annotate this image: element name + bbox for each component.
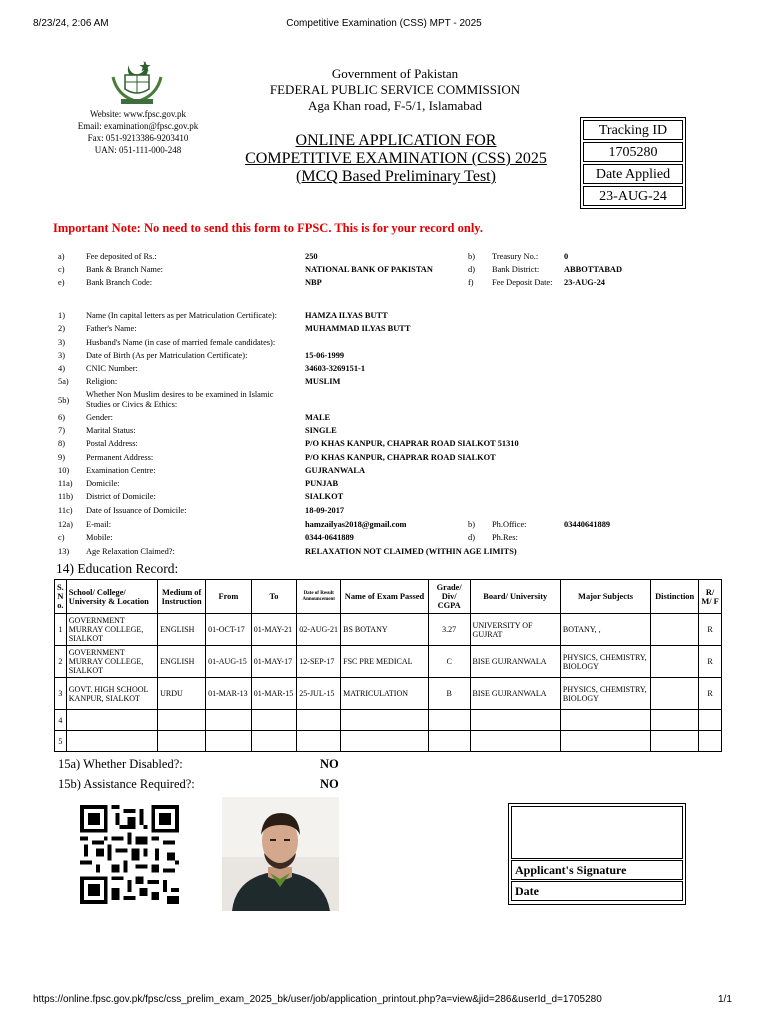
col-from: From xyxy=(206,580,252,614)
cell-exam: FSC PRE MEDICAL xyxy=(341,646,429,678)
cell-result-date xyxy=(297,731,341,752)
field-idx: 3) xyxy=(58,351,65,360)
fee-idx-b: b) xyxy=(468,252,475,261)
cell-to xyxy=(251,731,297,752)
commission-name: FEDERAL PUBLIC SERVICE COMMISSION xyxy=(269,82,521,97)
col-subjects: Major Subjects xyxy=(560,580,650,614)
cell-from xyxy=(206,710,252,731)
field-label-islamic-studies: Whether Non Muslim desires to be examined in Islamic xyxy=(86,390,274,399)
cell-medium: ENGLISH xyxy=(158,614,206,646)
title-line-1: ONLINE APPLICATION FOR xyxy=(295,132,497,149)
field-idx: 11c) xyxy=(58,506,73,515)
fee-idx-e: e) xyxy=(58,278,65,287)
important-note: Important Note: No need to send this form to FPSC. This is for your record only. xyxy=(53,221,483,235)
cell-grade: C xyxy=(428,646,470,678)
tracking-box xyxy=(580,117,686,209)
cell-board xyxy=(470,710,560,731)
tracking-id-label: Tracking ID xyxy=(583,120,683,140)
fee-value-d: ABBOTTABAD xyxy=(564,265,623,274)
cell-distinction xyxy=(651,614,699,646)
uan-text: UAN: 051-111-000-248 xyxy=(94,145,182,155)
field-value-mobile: 0344-0641889 xyxy=(305,533,354,542)
table-row xyxy=(55,710,722,731)
field-idx: 2) xyxy=(58,324,65,333)
cell-rmf xyxy=(699,731,722,752)
assistance-label: 15b) Assistance Required?: xyxy=(58,777,195,791)
field-label-mobile: Mobile: xyxy=(86,533,113,542)
field-value-centre: GUJRANWALA xyxy=(305,466,366,475)
cell-exam: MATRICULATION xyxy=(341,678,429,710)
print-datetime: 8/23/24, 2:06 AM xyxy=(33,18,109,29)
fee-label-c: Bank & Branch Name: xyxy=(86,265,163,274)
field-value-religion: MUSLIM xyxy=(305,377,341,386)
signature-area xyxy=(511,806,683,859)
cell-result-date: 02-AUG-21 xyxy=(297,614,341,646)
field-value-domicile-date: 18-09-2017 xyxy=(305,506,345,515)
field-value-marital: SINGLE xyxy=(305,426,337,435)
cell-subjects: PHYSICS, CHEMISTRY, BIOLOGY xyxy=(560,678,650,710)
field-idx: 10) xyxy=(58,466,70,475)
table-row xyxy=(55,678,722,710)
field-idx: 12a) xyxy=(58,520,73,529)
cell-grade xyxy=(428,731,470,752)
col-exam: Name of Exam Passed xyxy=(341,580,429,614)
signature-label: Applicant's Signature xyxy=(511,860,683,880)
cell-distinction xyxy=(651,678,699,710)
applicant-photo xyxy=(222,797,339,911)
fee-value-b: 0 xyxy=(564,252,569,261)
field-label-permanent: Permanent Address: xyxy=(86,453,154,462)
phone-office-label: Ph.Office: xyxy=(492,520,527,529)
field-idx: 9) xyxy=(58,453,65,462)
cell-grade: B xyxy=(428,678,470,710)
col-sno: S. N o. xyxy=(55,580,67,614)
fee-value-c: NATIONAL BANK OF PAKISTAN xyxy=(305,265,433,274)
cell-from xyxy=(206,731,252,752)
email-text: Email: examination@fpsc.gov.pk xyxy=(77,121,199,131)
phone-res-idx: d) xyxy=(468,533,475,542)
field-value-cnic: 34603-3269151-1 xyxy=(305,364,366,373)
col-board: Board/ University xyxy=(470,580,560,614)
field-idx: 4) xyxy=(58,364,65,373)
field-value-permanent: P/O KHAS KANPUR, CHAPRAR ROAD SIALKOT xyxy=(305,453,496,462)
cell-board: BISE GUJRANWALA xyxy=(470,646,560,678)
cell-school xyxy=(66,731,157,752)
fee-idx-a: a) xyxy=(58,252,65,261)
fee-label-d: Bank District: xyxy=(492,265,540,274)
cell-rmf xyxy=(699,710,722,731)
cell-rmf: R xyxy=(699,646,722,678)
disabled-label: 15a) Whether Disabled?: xyxy=(58,757,183,771)
field-idx: 7) xyxy=(58,426,65,435)
table-row xyxy=(55,614,722,646)
cell-sno: 3 xyxy=(55,678,67,710)
cell-result-date xyxy=(297,710,341,731)
print-url: https://online.fpsc.gov.pk/fpsc/css_prelim_exam_2025_bk/user/job/application_printout.php?a=view&jid=286&userId_d=1705280 xyxy=(33,994,602,1005)
field-idx: 3) xyxy=(58,338,65,347)
field-idx: c) xyxy=(58,533,65,542)
field-label-gender: Gender: xyxy=(86,413,113,422)
col-to: To xyxy=(251,580,297,614)
cell-result-date: 12-SEP-17 xyxy=(297,646,341,678)
col-grade: Grade/ Div/ CGPA xyxy=(428,580,470,614)
col-rmf: R/ M/ F xyxy=(699,580,722,614)
tracking-id-value: 1705280 xyxy=(583,142,683,162)
field-idx: 8) xyxy=(58,439,65,448)
cell-result-date: 25-JUL-15 xyxy=(297,678,341,710)
field-label-religion: Religion: xyxy=(86,377,118,386)
col-result-date: Date of Result Announcement xyxy=(297,580,341,614)
fee-value-a: 250 xyxy=(305,252,318,261)
field-idx: 1) xyxy=(58,311,65,320)
education-heading: 14) Education Record: xyxy=(56,561,179,576)
field-idx: 6) xyxy=(58,413,65,422)
fee-idx-f: f) xyxy=(468,278,474,287)
cell-school: GOVT. HIGH SCHOOL KANPUR, SIALKOT xyxy=(66,678,157,710)
cell-sno: 4 xyxy=(55,710,67,731)
field-value-gender: MALE xyxy=(305,413,331,422)
cell-exam: BS BOTANY xyxy=(341,614,429,646)
cell-school xyxy=(66,710,157,731)
print-page-number: 1/1 xyxy=(718,994,732,1005)
field-label-district: District of Domicile: xyxy=(86,492,156,501)
cell-school: GOVERNMENT MURRAY COLLEGE, SIALKOT xyxy=(66,614,157,646)
form-title xyxy=(226,132,566,186)
table-row xyxy=(55,646,722,678)
qr-code-icon xyxy=(79,805,180,904)
fee-label-a: Fee deposited of Rs.: xyxy=(86,252,157,261)
cell-to xyxy=(251,710,297,731)
field-label-father: Father's Name: xyxy=(86,324,137,333)
col-school: School/ College/ University & Location xyxy=(66,580,157,614)
field-value-email: hamzailyas2018@gmail.com xyxy=(305,520,407,529)
cell-grade: 3.27 xyxy=(428,614,470,646)
field-idx: 5b) xyxy=(58,396,70,405)
date-label: Date xyxy=(511,881,683,901)
pakistan-emblem-icon xyxy=(107,55,167,107)
cell-to: 01-MAR-15 xyxy=(251,678,297,710)
cell-medium xyxy=(158,710,206,731)
phone-office-value: 03440641889 xyxy=(564,520,611,529)
cell-sno: 5 xyxy=(55,731,67,752)
cell-board: UNIVERSITY OF GUJRAT xyxy=(470,614,560,646)
cell-from: 01-OCT-17 xyxy=(206,614,252,646)
commission-header xyxy=(230,66,560,114)
field-label-email: E-mail: xyxy=(86,520,112,529)
fee-idx-d: d) xyxy=(468,265,475,274)
field-idx: 13) xyxy=(58,547,70,556)
cell-school: GOVERNMENT MURRAY COLLEGE, SIALKOT xyxy=(66,646,157,678)
cell-sno: 1 xyxy=(55,614,67,646)
cell-grade xyxy=(428,710,470,731)
cell-rmf: R xyxy=(699,614,722,646)
field-label-marital: Marital Status: xyxy=(86,426,136,435)
cell-rmf: R xyxy=(699,678,722,710)
field-label-name: Name (In capital letters as per Matriculation Certificate): xyxy=(86,311,277,320)
fee-label-e: Bank Branch Code: xyxy=(86,278,153,287)
field-label-age-relaxation: Age Relaxation Claimed?: xyxy=(86,547,175,556)
education-table xyxy=(54,579,722,752)
cell-board xyxy=(470,731,560,752)
gov-name: Government of Pakistan xyxy=(331,66,459,81)
field-value-domicile: PUNJAB xyxy=(305,479,339,488)
fee-value-e: NBP xyxy=(305,278,322,287)
field-idx: 11b) xyxy=(58,492,74,501)
cell-medium xyxy=(158,731,206,752)
cell-to: 01-MAY-21 xyxy=(251,614,297,646)
contact-block xyxy=(58,108,218,156)
col-distinction: Distinction xyxy=(651,580,699,614)
field-label-dob: Date of Birth (As per Matriculation Certificate): xyxy=(86,351,248,360)
phone-office-idx: b) xyxy=(468,520,475,529)
cell-medium: URDU xyxy=(158,678,206,710)
field-value-name: HAMZA ILYAS BUTT xyxy=(305,311,388,320)
date-applied-label: Date Applied xyxy=(583,164,683,184)
title-line-3: (MCQ Based Preliminary Test) xyxy=(296,168,496,185)
field-label-husband: Husband's Name (in case of married female candidates): xyxy=(86,338,276,347)
cell-subjects: BOTANY, , xyxy=(560,614,650,646)
cell-distinction xyxy=(651,731,699,752)
field-value-dob: 15-06-1999 xyxy=(305,351,345,360)
cell-from: 01-MAR-13 xyxy=(206,678,252,710)
field-value-father: MUHAMMAD ILYAS BUTT xyxy=(305,324,411,333)
cell-from: 01-AUG-15 xyxy=(206,646,252,678)
field-value-age-relaxation: RELAXATION NOT CLAIMED (WITHIN AGE LIMITS) xyxy=(305,547,517,556)
field-label-cnic: CNIC Number: xyxy=(86,364,138,373)
field-label-domicile-date: Date of Issuance of Domicile: xyxy=(86,506,187,515)
table-row xyxy=(55,731,722,752)
cell-medium: ENGLISH xyxy=(158,646,206,678)
title-line-2: COMPETITIVE EXAMINATION (CSS) 2025 xyxy=(245,150,547,167)
fee-value-f: 23-AUG-24 xyxy=(564,278,605,287)
cell-subjects: PHYSICS, CHEMISTRY, BIOLOGY xyxy=(560,646,650,678)
signature-box xyxy=(508,803,686,905)
fee-label-f: Fee Deposit Date: xyxy=(492,278,553,287)
field-label-islamic-studies-2: Studies or Civics & Ethics: xyxy=(86,400,178,409)
cell-distinction xyxy=(651,710,699,731)
field-label-centre: Examination Centre: xyxy=(86,466,156,475)
assistance-value: NO xyxy=(320,777,339,791)
field-label-domicile: Domicile: xyxy=(86,479,120,488)
disabled-value: NO xyxy=(320,757,339,771)
print-title: Competitive Examination (CSS) MPT - 2025 xyxy=(286,18,482,29)
cell-distinction xyxy=(651,646,699,678)
fee-label-b: Treasury No.: xyxy=(492,252,539,261)
field-label-postal: Postal Address: xyxy=(86,439,138,448)
commission-address: Aga Khan road, F-5/1, Islamabad xyxy=(307,98,482,113)
cell-sno: 2 xyxy=(55,646,67,678)
cell-to: 01-MAY-17 xyxy=(251,646,297,678)
cell-exam xyxy=(341,710,429,731)
col-medium: Medium of Instruction xyxy=(158,580,206,614)
cell-subjects xyxy=(560,710,650,731)
cell-board: BISE GUJRANWALA xyxy=(470,678,560,710)
field-value-district: SIALKOT xyxy=(305,492,344,501)
phone-res-label: Ph.Res: xyxy=(492,533,518,542)
fee-idx-c: c) xyxy=(58,265,65,274)
date-applied-value: 23-AUG-24 xyxy=(583,186,683,206)
field-value-postal: P/O KHAS KANPUR, CHAPRAR ROAD SIALKOT 51310 xyxy=(305,439,519,448)
cell-subjects xyxy=(560,731,650,752)
fax-text: Fax: 051-9213386-9203410 xyxy=(87,133,189,143)
field-idx: 11a) xyxy=(58,479,73,488)
website-text: Website: www.fpsc.gov.pk xyxy=(89,109,187,119)
field-idx: 5a) xyxy=(58,377,69,386)
cell-exam xyxy=(341,731,429,752)
